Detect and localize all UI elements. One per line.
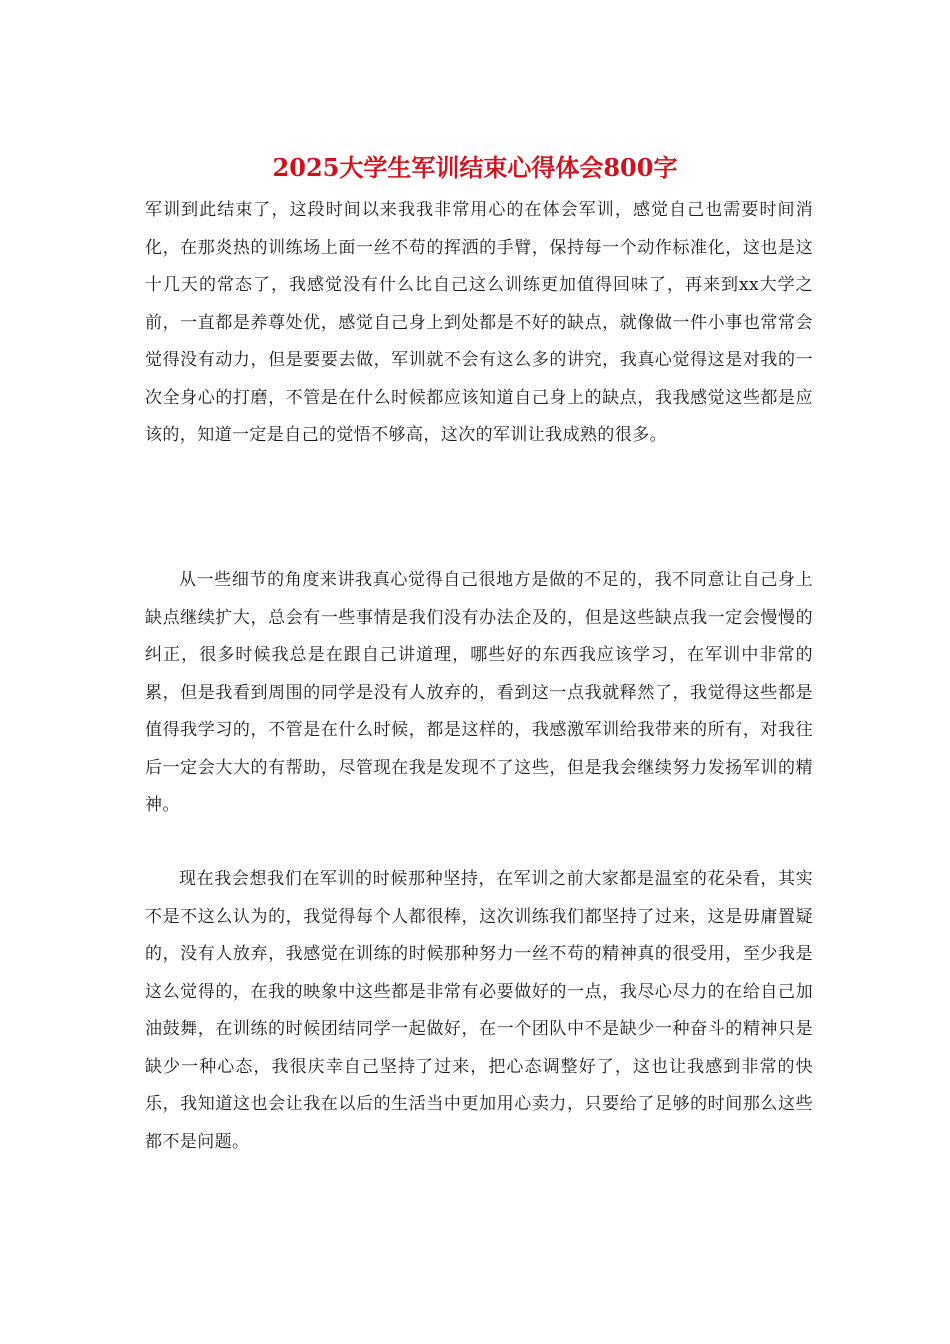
- paragraph-3: 现在我会想我们在军训的时候那种坚持，在军训之前大家都是温室的花朵看，其实不是不这么认为的，我觉得每个人都很棒，这次训练我们都坚持了过来，这是毋庸置疑的，没有人放弃，我感觉在训练的时候那种努力一丝不苟的精神真的很受用，至少我是这么觉得的，在我的映象中这些都是非常有必要做好的一点，我尽心尽力的在给自己加油鼓舞，在训练的时候团结同学一起做好，在一个团队中不是缺少一种奋斗的精神只是缺少一种心态，我很庆幸自己坚持了过来，把心态调整好了，这也让我感到非常的快乐，我知道这也会让我在以后的生活当中更加用心卖力，只要给了足够的时间那么这些都不是问题。: [145, 869, 813, 1152]
- document-title: 2025大学生军训结束心得体会800字: [272, 153, 678, 182]
- paragraph-2: 从一些细节的角度来讲我真心觉得自己很地方是做的不足的，我不同意让自己身上缺点继续扩大，总会有一些事情是我们没有办法企及的，但是这些缺点我一定会慢慢的纠正，很多时候我总是在跟自己讲道理，哪些好的东西我应该学习，在军训中非常的累，但是我看到周围的同学是没有人放弃的，看到这一点我就释然了，我觉得这些都是值得我学习的，不管是在什么时候，都是这样的，我感激军训给我带来的所有，对我往后一定会大大的有帮助，尽管现在我是发现不了这些，但是我会继续努力发扬军训的精神。: [145, 570, 813, 815]
- paragraph-1: 军训到此结束了，这段时间以来我我非常用心的在体会军训，感觉自己也需要时间消化，在那炎热的训练场上面一丝不苟的挥洒的手臂，保持每一个动作标准化，这也是这十几天的常态了，我感觉没有什么比自己这么训练更加值得回味了，再来到xx大学之前，一直都是养尊处优，感觉自己身上到处都是不好的缺点，就像做一件小事也常常会觉得没有动力，但是要要去做，军训就不会有这么多的讲究，我真心觉得这是对我的一次全身心的打磨，不管是在什么时候都应该知道自己身上的缺点，我我感觉这些都是应该的，知道一定是自己的觉悟不够高，这次的军训让我成熟的很多。: [145, 200, 813, 445]
